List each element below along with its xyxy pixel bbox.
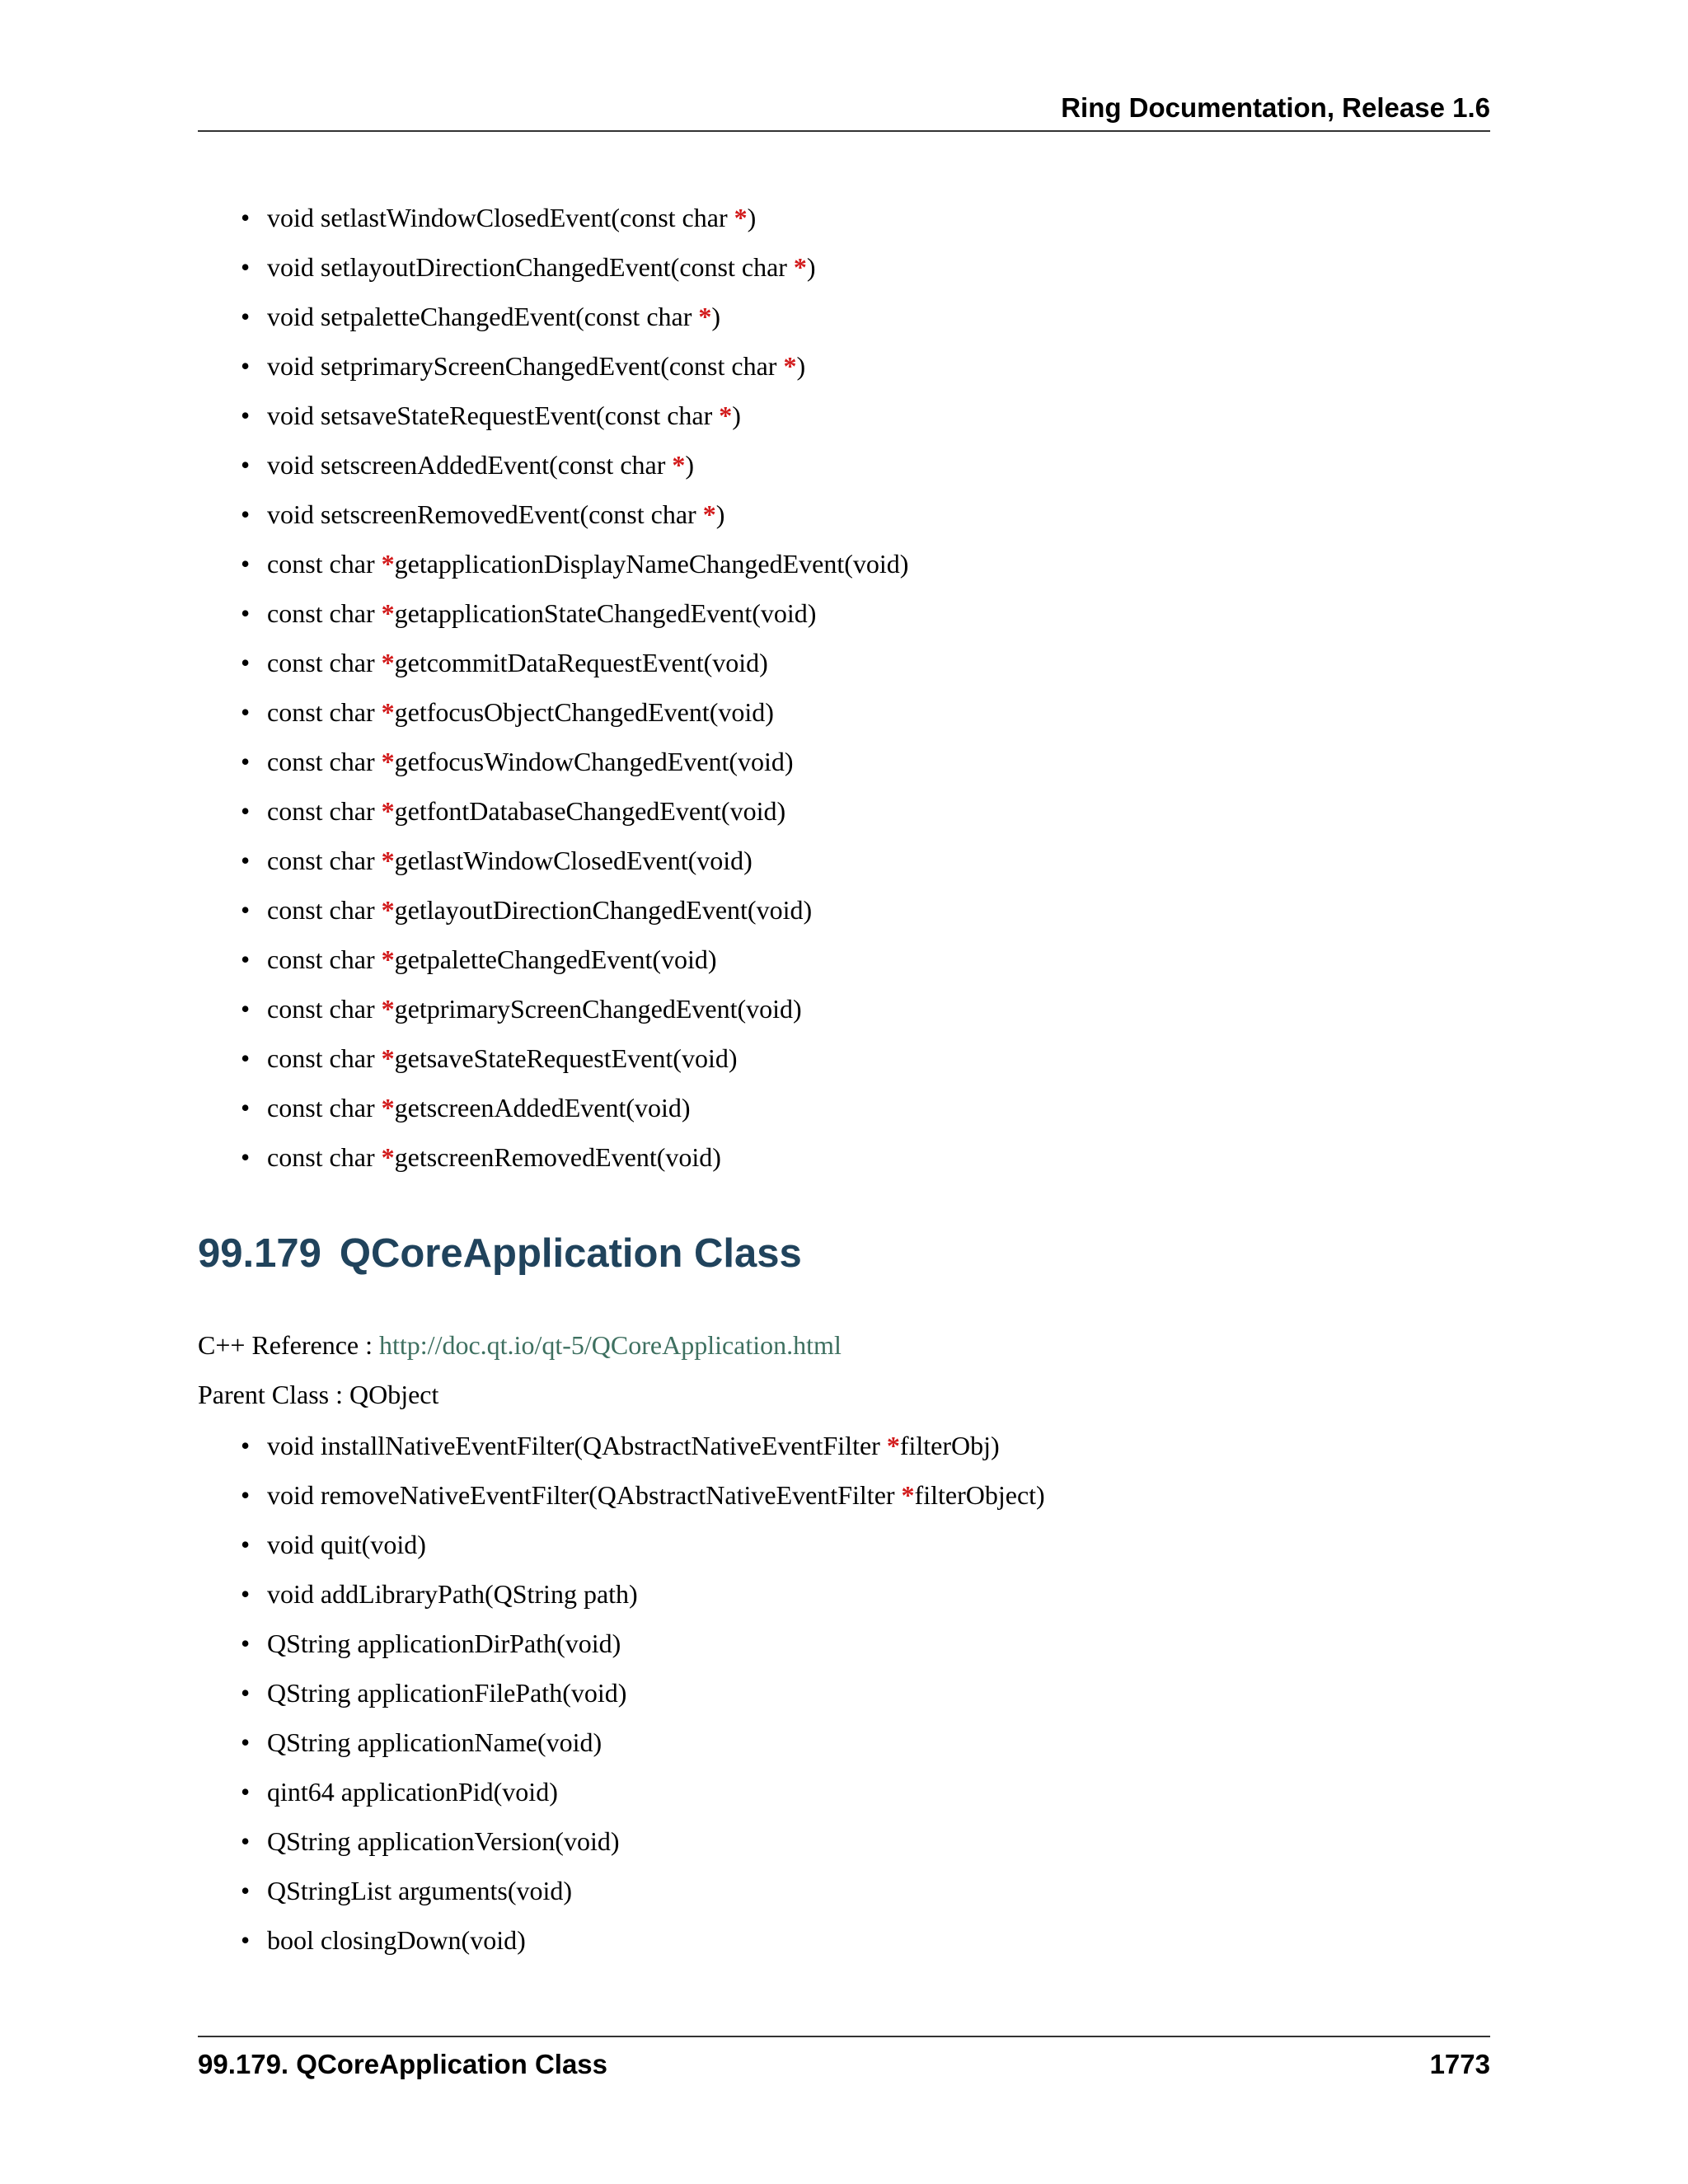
page-number: 1773 bbox=[1429, 2049, 1490, 2079]
method-signature bbox=[267, 1482, 1045, 1508]
bullet-icon: • bbox=[241, 203, 251, 232]
method-list-item bbox=[239, 1045, 908, 1094]
method-list-item bbox=[239, 1094, 908, 1144]
method-signature bbox=[267, 649, 768, 676]
method-signature bbox=[267, 1144, 721, 1170]
footer-section-label: 99.179. QCoreApplication Class bbox=[198, 2049, 608, 2079]
method-list-item bbox=[239, 1630, 1045, 1680]
signature-text: const char bbox=[267, 648, 382, 677]
bullet-icon: • bbox=[241, 944, 251, 974]
method-list-item bbox=[239, 649, 908, 699]
method-list-item bbox=[239, 946, 908, 996]
signature-text-suffix: ) bbox=[806, 252, 816, 282]
signature-text: void addLibraryPath(QString path) bbox=[267, 1579, 638, 1609]
signature-text: void setscreenRemovedEvent(const char bbox=[267, 499, 703, 529]
method-signature bbox=[267, 847, 753, 874]
section-title: QCoreApplication Class bbox=[339, 1231, 802, 1276]
method-signature bbox=[267, 1729, 602, 1755]
bullet-icon: • bbox=[241, 1142, 251, 1172]
signature-text-suffix: getapplicationStateChangedEvent(void) bbox=[394, 598, 817, 628]
method-list-item bbox=[239, 1729, 1045, 1779]
cpp-reference-line bbox=[198, 1332, 842, 1358]
signature-text: void setlayoutDirectionChangedEvent(const char bbox=[267, 252, 794, 282]
bullet-icon: • bbox=[241, 846, 251, 875]
method-list-item bbox=[239, 1828, 1045, 1877]
signature-text-suffix: getfontDatabaseChangedEvent(void) bbox=[394, 796, 786, 826]
method-list-item bbox=[239, 501, 908, 551]
signature-text-suffix: ) bbox=[796, 351, 806, 381]
signature-text: QStringList arguments(void) bbox=[267, 1876, 573, 1905]
signature-text: const char bbox=[267, 846, 382, 875]
method-signature bbox=[267, 1432, 1000, 1459]
method-list-item bbox=[239, 551, 908, 600]
signature-text: const char bbox=[267, 549, 382, 579]
method-list-item bbox=[239, 798, 908, 847]
pointer-asterisk: * bbox=[702, 499, 716, 529]
signature-text: void setpaletteChangedEvent(const char bbox=[267, 302, 699, 331]
method-signature bbox=[267, 748, 794, 775]
method-signature bbox=[267, 303, 720, 330]
pointer-asterisk: * bbox=[698, 302, 712, 331]
method-list-item bbox=[239, 996, 908, 1045]
bullet-icon: • bbox=[241, 1431, 251, 1460]
method-list-item bbox=[239, 1144, 908, 1193]
bullet-icon: • bbox=[241, 1043, 251, 1073]
section-heading bbox=[198, 1231, 802, 1276]
signature-text-suffix: getsaveStateRequestEvent(void) bbox=[394, 1043, 738, 1073]
pointer-asterisk: * bbox=[783, 351, 797, 381]
signature-text-suffix: ) bbox=[747, 203, 757, 232]
method-list-item bbox=[239, 303, 908, 353]
parent-class-line: Parent Class : QObject bbox=[198, 1380, 439, 1409]
pointer-asterisk: * bbox=[381, 1043, 395, 1073]
method-signature bbox=[267, 1094, 691, 1121]
signature-text-suffix: ) bbox=[732, 401, 741, 430]
method-signature bbox=[267, 1680, 626, 1706]
method-list-item bbox=[239, 1927, 1045, 1976]
method-list-item bbox=[239, 204, 908, 254]
method-signature bbox=[267, 798, 785, 824]
method-signature bbox=[267, 1828, 619, 1854]
pointer-asterisk: * bbox=[381, 796, 395, 826]
signature-text: QString applicationDirPath(void) bbox=[267, 1629, 621, 1658]
method-signature bbox=[267, 254, 816, 280]
signature-text-suffix: ) bbox=[715, 499, 725, 529]
signature-text: const char bbox=[267, 994, 382, 1024]
signature-text: bool closingDown(void) bbox=[267, 1925, 526, 1955]
signature-text: const char bbox=[267, 1142, 382, 1172]
document-title: Ring Documentation, Release 1.6 bbox=[1061, 92, 1490, 123]
signature-text: void setscreenAddedEvent(const char bbox=[267, 450, 673, 480]
method-list-item bbox=[239, 1432, 1045, 1482]
signature-text: const char bbox=[267, 796, 382, 826]
bullet-icon: • bbox=[241, 1629, 251, 1658]
signature-text-suffix: getlayoutDirectionChangedEvent(void) bbox=[394, 895, 813, 925]
bullet-icon: • bbox=[241, 1777, 251, 1807]
method-signature bbox=[267, 1045, 737, 1071]
signature-text: void setsaveStateRequestEvent(const char bbox=[267, 401, 720, 430]
cpp-reference-label: C++ Reference : bbox=[198, 1330, 379, 1360]
method-signature bbox=[267, 452, 694, 478]
method-list-item bbox=[239, 748, 908, 798]
method-signature bbox=[267, 1630, 621, 1657]
signature-text-suffix: getscreenAddedEvent(void) bbox=[394, 1093, 691, 1122]
method-signature bbox=[267, 204, 756, 231]
method-list-item bbox=[239, 1581, 1045, 1630]
signature-text: const char bbox=[267, 747, 382, 776]
pointer-asterisk: * bbox=[793, 252, 807, 282]
signature-text: void installNativeEventFilter(QAbstractNativeEventFilter bbox=[267, 1431, 887, 1460]
pointer-asterisk: * bbox=[381, 697, 395, 727]
method-signature bbox=[267, 551, 908, 577]
bullet-icon: • bbox=[241, 1826, 251, 1856]
method-list-item bbox=[239, 600, 908, 649]
bullet-icon: • bbox=[241, 747, 251, 776]
bullet-icon: • bbox=[241, 648, 251, 677]
bullet-icon: • bbox=[241, 1876, 251, 1905]
bullet-icon: • bbox=[241, 549, 251, 579]
pointer-asterisk: * bbox=[381, 944, 395, 974]
bullet-icon: • bbox=[241, 401, 251, 430]
bullet-icon: • bbox=[241, 1530, 251, 1559]
signature-text: void setlastWindowClosedEvent(const char bbox=[267, 203, 734, 232]
signature-text-suffix: getfocusWindowChangedEvent(void) bbox=[394, 747, 794, 776]
signature-text-suffix: getfocusObjectChangedEvent(void) bbox=[394, 697, 774, 727]
section-number: 99.179 bbox=[198, 1231, 321, 1276]
signature-text-suffix: getapplicationDisplayNameChangedEvent(void) bbox=[394, 549, 909, 579]
method-list-bottom bbox=[239, 1432, 1045, 1976]
method-list-item bbox=[239, 1482, 1045, 1531]
signature-text: const char bbox=[267, 697, 382, 727]
pointer-asterisk: * bbox=[381, 994, 395, 1024]
signature-text: const char bbox=[267, 1093, 382, 1122]
signature-text: void removeNativeEventFilter(QAbstractNativeEventFilter bbox=[267, 1480, 902, 1510]
signature-text-suffix: getpaletteChangedEvent(void) bbox=[394, 944, 717, 974]
bullet-icon: • bbox=[241, 697, 251, 727]
signature-text: const char bbox=[267, 895, 382, 925]
signature-text: QString applicationName(void) bbox=[267, 1727, 603, 1757]
bullet-icon: • bbox=[241, 1925, 251, 1955]
method-list-item bbox=[239, 897, 908, 946]
method-signature bbox=[267, 897, 812, 923]
bullet-icon: • bbox=[241, 1579, 251, 1609]
page-header bbox=[198, 91, 1490, 132]
bullet-icon: • bbox=[241, 1093, 251, 1122]
bullet-icon: • bbox=[241, 598, 251, 628]
bullet-icon: • bbox=[241, 1480, 251, 1510]
signature-text: qint64 applicationPid(void) bbox=[267, 1777, 558, 1807]
signature-text: const char bbox=[267, 598, 382, 628]
method-signature bbox=[267, 1531, 426, 1558]
method-signature bbox=[267, 1927, 526, 1953]
pointer-asterisk: * bbox=[381, 549, 395, 579]
method-list-item bbox=[239, 452, 908, 501]
signature-text: void quit(void) bbox=[267, 1530, 426, 1559]
method-signature bbox=[267, 1779, 558, 1805]
method-signature bbox=[267, 353, 805, 379]
method-signature bbox=[267, 996, 802, 1022]
method-list-item bbox=[239, 1779, 1045, 1828]
signature-text-suffix: ) bbox=[711, 302, 721, 331]
method-signature bbox=[267, 699, 774, 725]
bullet-icon: • bbox=[241, 351, 251, 381]
pointer-asterisk: * bbox=[381, 648, 395, 677]
bullet-icon: • bbox=[241, 1678, 251, 1708]
bullet-icon: • bbox=[241, 450, 251, 480]
pointer-asterisk: * bbox=[381, 598, 395, 628]
method-list-item bbox=[239, 847, 908, 897]
bullet-icon: • bbox=[241, 499, 251, 529]
method-signature bbox=[267, 501, 724, 527]
cpp-reference-link[interactable]: http://doc.qt.io/qt-5/QCoreApplication.html bbox=[379, 1330, 842, 1360]
method-signature bbox=[267, 600, 816, 626]
bullet-icon: • bbox=[241, 796, 251, 826]
bullet-icon: • bbox=[241, 252, 251, 282]
method-signature bbox=[267, 402, 741, 429]
page-footer bbox=[198, 2036, 1490, 2087]
signature-text: QString applicationVersion(void) bbox=[267, 1826, 620, 1856]
method-list-item bbox=[239, 699, 908, 748]
method-list-item bbox=[239, 254, 908, 303]
signature-text-suffix: getcommitDataRequestEvent(void) bbox=[394, 648, 768, 677]
method-signature bbox=[267, 1581, 638, 1607]
method-list-item bbox=[239, 353, 908, 402]
pointer-asterisk: * bbox=[901, 1480, 915, 1510]
pointer-asterisk: * bbox=[381, 747, 395, 776]
method-list-item bbox=[239, 1531, 1045, 1581]
pointer-asterisk: * bbox=[672, 450, 686, 480]
pointer-asterisk: * bbox=[381, 846, 395, 875]
pointer-asterisk: * bbox=[886, 1431, 900, 1460]
bullet-icon: • bbox=[241, 302, 251, 331]
pointer-asterisk: * bbox=[719, 401, 733, 430]
signature-text: const char bbox=[267, 1043, 382, 1073]
pointer-asterisk: * bbox=[381, 895, 395, 925]
method-signature bbox=[267, 1877, 572, 1904]
method-list-item bbox=[239, 402, 908, 452]
pointer-asterisk: * bbox=[381, 1142, 395, 1172]
method-signature bbox=[267, 946, 717, 972]
signature-text: void setprimaryScreenChangedEvent(const char bbox=[267, 351, 784, 381]
method-list-item bbox=[239, 1877, 1045, 1927]
bullet-icon: • bbox=[241, 1727, 251, 1757]
signature-text-suffix: getprimaryScreenChangedEvent(void) bbox=[394, 994, 802, 1024]
signature-text-suffix: filterObj) bbox=[899, 1431, 1000, 1460]
signature-text-suffix: filterObject) bbox=[914, 1480, 1045, 1510]
pointer-asterisk: * bbox=[734, 203, 748, 232]
signature-text-suffix: getscreenRemovedEvent(void) bbox=[394, 1142, 721, 1172]
bullet-icon: • bbox=[241, 895, 251, 925]
bullet-icon: • bbox=[241, 994, 251, 1024]
method-list-item bbox=[239, 1680, 1045, 1729]
signature-text: const char bbox=[267, 944, 382, 974]
signature-text-suffix: ) bbox=[685, 450, 695, 480]
method-list-top bbox=[239, 204, 908, 1193]
signature-text: QString applicationFilePath(void) bbox=[267, 1678, 627, 1708]
signature-text-suffix: getlastWindowClosedEvent(void) bbox=[394, 846, 753, 875]
pointer-asterisk: * bbox=[381, 1093, 395, 1122]
